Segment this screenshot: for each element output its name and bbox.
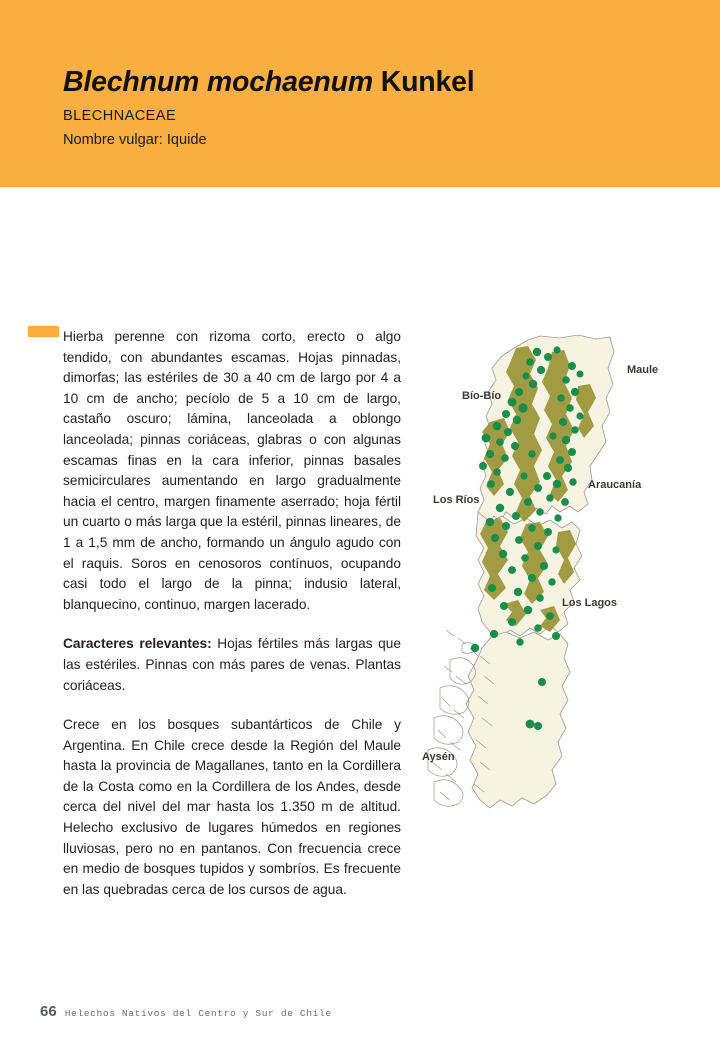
map-label-biobio: Bío-Bío xyxy=(462,390,502,402)
map-label-maule: Maule xyxy=(627,364,659,376)
paragraph-distribution: Crece en los bosques subantárticos de Chile y Argentina. En Chile crece desde la Región del Maule hasta la provincia de Magallanes, tanto en la Cordillera de la Costa como en la Cordillera de los Andes, desde cerca del nivel del mar hasta los 1.350 m de altitud. Helecho exclusivo de lugares húmedos en regiones lluviosas, pero no en pantanos. Con frecuencia crece en medio de bosques tupidos y sombríos. Es frecuente en las quebradas cerca de los cursos de agua. xyxy=(63,717,401,897)
map-label-los-rios: Los Ríos xyxy=(433,494,480,506)
species-authority: Kunkel xyxy=(380,66,475,98)
map-label-los-lagos: Los Lagos xyxy=(562,597,618,609)
species-scientific-name: Blechnum mochaenum xyxy=(63,66,373,98)
map-land-south xyxy=(466,632,570,808)
header-band xyxy=(0,0,720,187)
page-title xyxy=(63,68,663,98)
footer-book-title: Helechos Nativos del Centro y Sur de Chile xyxy=(64,1008,332,1019)
body-text-column xyxy=(63,327,401,900)
header-text-group xyxy=(63,68,663,148)
paragraph-description: Hierba perenne con rizoma corto, erecto o algo tendido, con abundantes escamas. Hojas pinnadas, dimorfas; las estériles de 30 a 40 cm de largo por 4 a 10 cm de ancho; pecíolo de 5 a 10 cm de largo, castaño oscuro; lámina, lanceolada a oblongo lanceolada; pinnas coriáceas, glabras o con algunas escamas finas en la cara inferior, pinnas basales semicirculares aumentando en largo gradualmente hacia el centro, margen finamente aserrado; hoja fértil un cuarto o más larga que la estéril, pinnas lineares, de 1 a 1,5 mm de ancho, formando un ángulo agudo con el raquis. Soros en cenosoros contínuos, ocupando casi todo el largo de la pinna; indusio lateral, blanquecino, continuo, margen lacerado. xyxy=(63,329,401,612)
page-number: 66 xyxy=(40,1003,57,1020)
relevant-characters-text: Hojas fértiles más largas que las estériles. Pinnas con más pares de venas. Plantas coriáceas. xyxy=(63,636,402,693)
distribution-map-svg xyxy=(420,326,700,846)
distribution-map xyxy=(420,326,700,846)
map-label-araucania: Araucanía xyxy=(588,479,642,491)
common-name: Nombre vulgar: Iquide xyxy=(63,131,207,148)
relevant-characters-label: Caracteres relevantes: xyxy=(63,636,212,652)
map-label-aysen: Aysén xyxy=(422,751,455,763)
page-footer xyxy=(40,1003,332,1020)
paragraph-relevant-characters xyxy=(63,634,401,696)
family-name: BLECHNACEAE xyxy=(63,107,177,124)
accent-bar xyxy=(28,326,59,337)
